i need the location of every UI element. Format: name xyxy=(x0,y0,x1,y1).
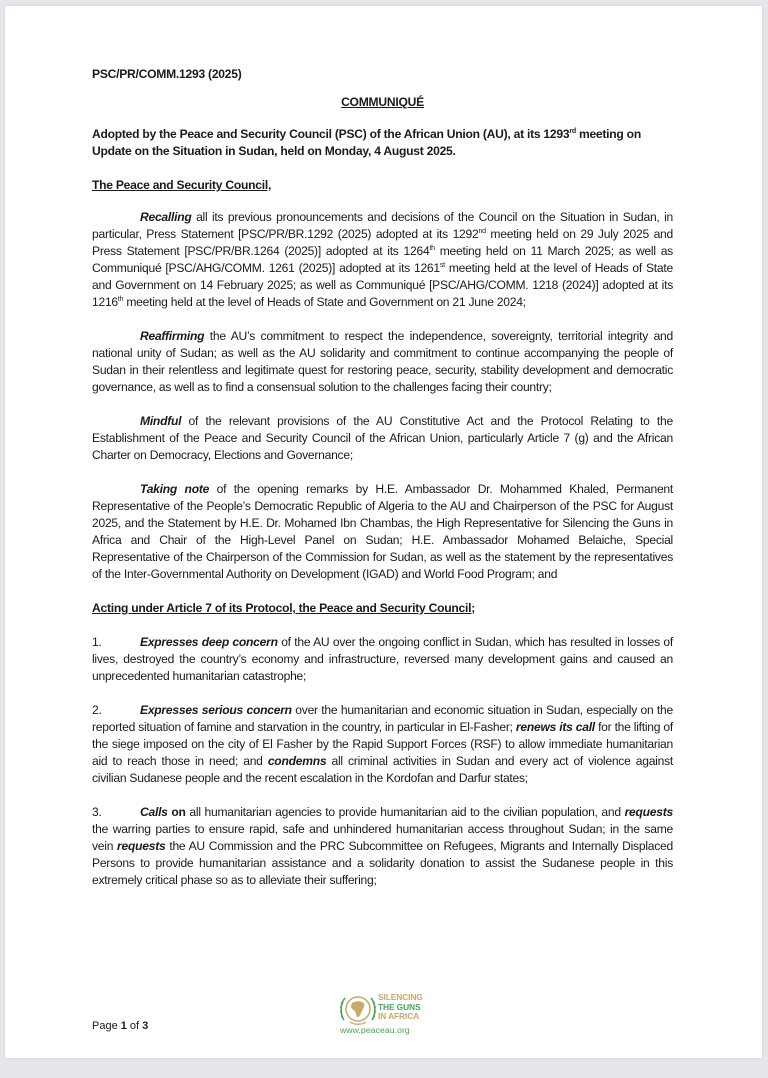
preamble-paragraph xyxy=(92,209,673,311)
preamble-lead-verb: Recalling xyxy=(140,210,192,224)
logo-wordmark xyxy=(378,993,423,1022)
paragraph-text: meeting held at the level of Heads of State and Government on 21 June 2024; xyxy=(123,295,526,309)
ordinal-suffix: th xyxy=(117,295,124,303)
paragraph-number: 2. xyxy=(92,703,102,717)
logo-line-2: THE GUNS xyxy=(378,1001,421,1012)
paragraph-text: of the relevant provisions of the AU Constitutive Act and the Protocol Relating to the Establishment of the Peace and Security Council of the African Union, particularly Article 7 (g) and the African Charter on Democracy, Elections and Governance; xyxy=(92,414,673,462)
paragraph-text: all its previous pronouncements and decisions of the Council on the Situation in Sudan, in particular, Press Statement [PSC/PR/BR.1292 (2025) adopted at its 1292 xyxy=(92,210,673,241)
paragraph-text: the warring parties to ensure rapid, safe and unhindered humanitarian access throughout Sudan; in the same vein xyxy=(92,822,673,853)
operative-verb: Calls xyxy=(140,805,168,819)
paragraph-text: all criminal activities in Sudan and every act of violence against civilian Sudanese people and the recent escalation in the Kordofan and Darfur states; xyxy=(92,754,673,785)
paragraph-text: all humanitarian agencies to provide humanitarian aid to the civilian population, and xyxy=(185,805,625,819)
adoption-statement xyxy=(92,126,673,160)
operative-paragraph xyxy=(92,634,673,685)
operative-verb: renews its call xyxy=(515,720,595,734)
paragraph-text: for the lifting of the siege imposed on the city of El Fasher by the Rapid Support Forces (RSF) to allow immediate humanitarian aid to reach those in need; and xyxy=(92,720,673,768)
council-heading: The Peace and Security Council, xyxy=(92,178,272,192)
paragraph-text: meeting held at the level of Heads of State and Government on 14 February 2025; as well as Communiqué [PSC/AHG/COMM. 1218 (2024)] adopted at its 1216 xyxy=(92,261,673,309)
preamble-paragraph xyxy=(92,481,673,583)
ordinal-suffix: st xyxy=(439,261,445,269)
silencing-the-guns-logo xyxy=(338,992,438,1038)
ordinal-suffix: th xyxy=(429,244,435,252)
paragraph-text: meeting held on 29 July 2025 and Press Statement [PSC/PR/BR.1264 (2025)] adopted at its 1264 xyxy=(92,227,674,258)
preamble-paragraph xyxy=(92,413,673,464)
operative-verb: condemns xyxy=(267,754,327,768)
operative-paragraph xyxy=(92,804,673,889)
logo-line-3: IN AFRICA xyxy=(378,1011,420,1021)
paragraph-text: of the opening remarks by H.E. Ambassador Dr. Mohammed Khaled, Permanent Representative of the People’s Democratic Republic of Algeria to the AU and Chairperson of the PSC for August 2025, and the Statement by H.E. Dr. Mohamed Ibn Chambas, the High Representative for Silencing the Guns in Africa and Chair of the High-Level Panel on Sudan; H.E. Ambassador Mohamed Belaiche, Special Representative of the Chairperson of the Commission for Sudan, as well as the statement by the representatives of the Inter-Governmental Authority on Development (IGAD) and World Food Program; and xyxy=(92,482,674,581)
preamble-lead-verb: Mindful xyxy=(140,414,182,428)
page-of: of xyxy=(126,1020,143,1032)
operative-verb: Expresses serious concern xyxy=(140,703,292,717)
document-title: COMMUNIQUÉ xyxy=(341,95,424,109)
page-number xyxy=(92,1020,148,1032)
operative-verb: on xyxy=(167,805,186,819)
page-current: 1 xyxy=(120,1020,127,1032)
logo-url-link[interactable]: www.peaceau.org xyxy=(340,1025,410,1035)
paragraph-number: 1. xyxy=(92,635,102,649)
operative-section xyxy=(92,634,673,889)
paragraph-text: the AU’s commitment to respect the independence, sovereignty, territorial integrity and national unity of Sudan; as well as the AU solidarity and commitment to continue accompanying the people of Sudan in their relentless and legitimate quest for restoring peace, security, stability development and democratic governance, as well as to find a consensual solution to the challenges facing their country; xyxy=(92,329,673,394)
au-emblem-icon xyxy=(338,992,378,1028)
paragraph-text: of the AU over the ongoing conflict in Sudan, which has resulted in losses of lives, destroyed the country’s economy and infrastructure, reversed many development gains and caused an unprecedented humanitarian catastrophe; xyxy=(92,635,673,683)
operative-paragraph xyxy=(92,702,673,787)
adoption-text-pre: Adopted by the Peace and Security Council (PSC) of the African Union (AU), at its 1293 xyxy=(92,127,570,141)
paragraph-text: over the humanitarian and economic situation in Sudan, especially on the reported situation of famine and starvation in the country, in particular in El-Fasher; xyxy=(92,703,673,734)
paragraph-text: the AU Commission and the PRC Subcommittee on Refugees, Migrants and Internally Displaced Persons to provide humanitarian assistance and a solidarity donation to assist the Sudanese people in this extremely critical phase so as to alleviate their suffering; xyxy=(92,839,673,887)
operative-heading: Acting under Article 7 of its Protocol, the Peace and Security Council; xyxy=(92,601,475,615)
preamble-lead-verb: Reaffirming xyxy=(140,329,205,343)
paragraph-text: meeting held on 11 March 2025; as well as Communiqué [PSC/AHG/COMM. 1261 (2025)] adopted at its 1261 xyxy=(92,244,673,275)
operative-verb: Expresses deep concern xyxy=(140,635,278,649)
operative-verb: requests xyxy=(624,805,673,819)
ordinal-suffix: nd xyxy=(478,227,486,235)
document-reference: PSC/PR/COMM.1293 (2025) xyxy=(92,67,242,81)
preamble-lead-verb: Taking note xyxy=(140,482,210,496)
paragraph-number: 3. xyxy=(92,805,102,819)
logo-line-1: SILENCING xyxy=(378,992,423,1002)
page-total: 3 xyxy=(142,1020,149,1032)
page-label: Page xyxy=(92,1020,121,1032)
ordinal-suffix: rd xyxy=(569,127,576,135)
preamble-paragraph xyxy=(92,328,673,396)
adoption-text-post: meeting on Update on the Situation in Sudan, held on Monday, 4 August 2025. xyxy=(92,127,641,158)
page-content xyxy=(92,66,673,889)
preamble-section xyxy=(92,209,673,583)
operative-verb: requests xyxy=(117,839,166,853)
